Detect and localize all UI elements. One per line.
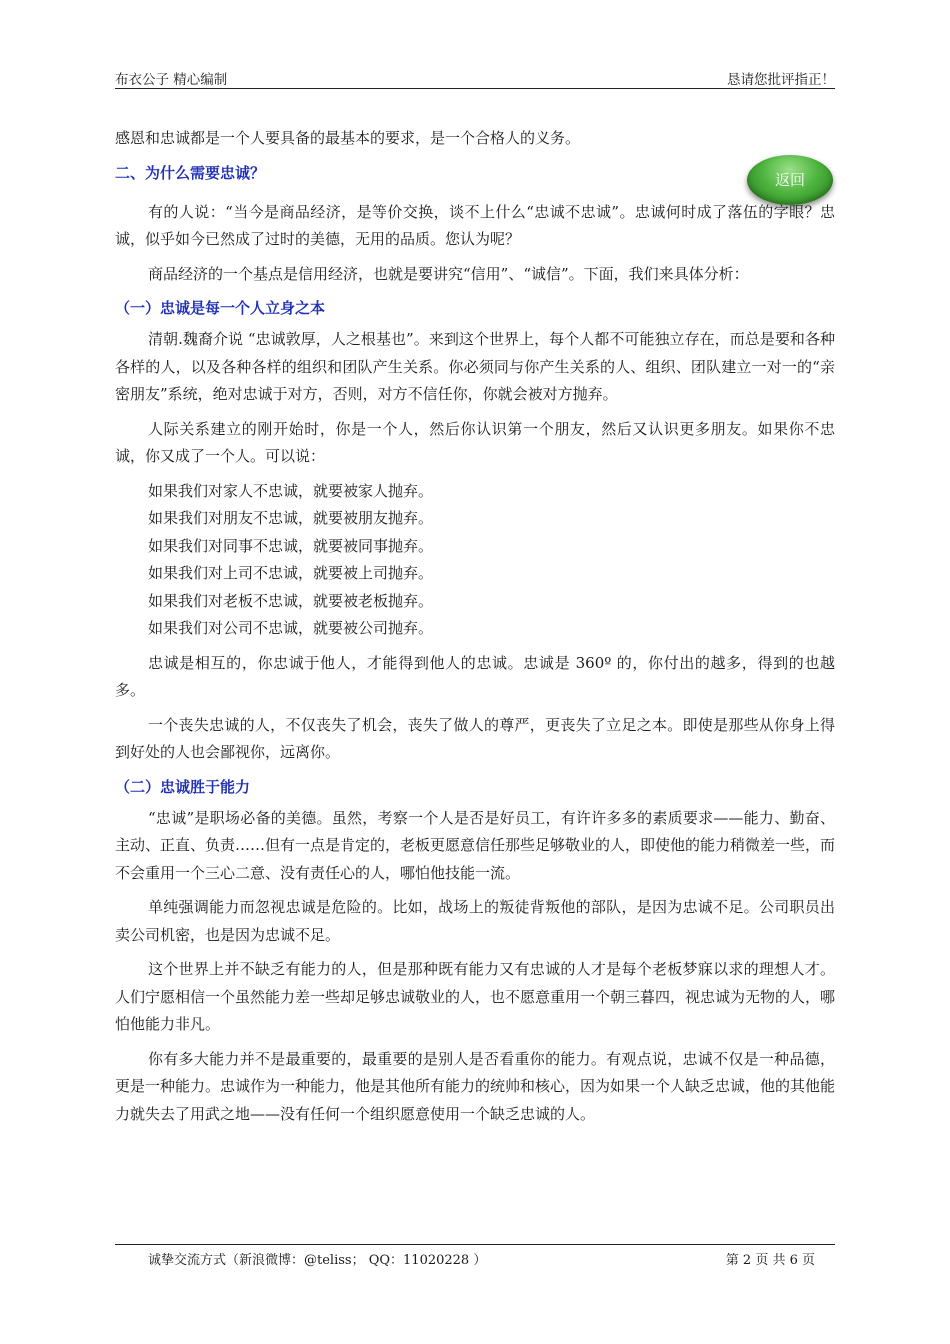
paragraph: 这个世界上并不缺乏有能力的人，但是那种既有能力又有忠诚的人才是每个老板梦寐以求的理想人才。人们宁愿相信一个虽然能力差一些却足够忠诚敬业的人，也不愿意重用一个朝三暮四，视忠诚为无物的人，哪怕他能力非凡。 bbox=[115, 960, 836, 1033]
header-left-text: 布衣公子 精心编制 bbox=[115, 72, 228, 88]
paragraph: 商品经济的一个基点是信用经济，也就是要讲究“信用”、“诚信”。下面，我们来具体分析： bbox=[148, 264, 749, 283]
document-body bbox=[115, 125, 835, 1135]
paragraph: 清朝.魏裔介说 “忠诚敦厚，人之根基也”。来到这个世界上，每个人都不可能独立存在，而总是要和各种各样的人，以及各种各样的组织和团队产生关系。你必须同与你产生关系的人、组织、团队建立一对一的“亲密朋友”系统，绝对忠诚于对方，否则，对方不信任你，你就会被对方抛弃。 bbox=[115, 330, 835, 403]
paragraph: 有的人说：“当今是商品经济，是等价交换，谈不上什么“忠诚不忠诚”。忠诚何时成了落伍的字眼？忠诚，似乎如今已然成了过时的美德，无用的品质。您认为呢？ bbox=[115, 202, 835, 248]
paragraph: 一个丧失忠诚的人，不仅丧失了机会，丧失了做人的尊严，更丧失了立足之本。即使是那些从你身上得到好处的人也会鄙视你，远离你。 bbox=[115, 715, 835, 761]
paragraph: 单纯强调能力而忽视忠诚是危险的。比如，战场上的叛徒背叛他的部队，是因为忠诚不足。公司职员出卖公司机密，也是因为忠诚不足。 bbox=[115, 898, 835, 944]
paragraph: 你有多大能力并不是最重要的，最重要的是别人是否看重你的能力。有观点说，忠诚不仅是一种品德，更是一种能力。忠诚作为一种能力，他是其他所有能力的统帅和核心，因为如果一个人缺乏忠诚，他的其他能力就失去了用武之地——没有任何一个组织愿意使用一个缺乏忠诚的人。 bbox=[115, 1049, 836, 1123]
paragraph: 人际关系建立的刚开始时，你是一个人，然后你认识第一个朋友，然后又认识更多朋友。如果你不忠诚，你又成了一个人。可以说： bbox=[115, 419, 835, 465]
footer-contact: 诚挚交流方式（新浪微博：@teliss； QQ：11020228 ） bbox=[148, 1253, 487, 1268]
page-header bbox=[115, 66, 835, 89]
section-heading: 二、为什么需要忠诚？ bbox=[115, 163, 266, 182]
intro-paragraph: 感恩和忠诚都是一个人要具备的最基本的要求，是一个合格人的义务。 bbox=[115, 129, 581, 147]
page-number: 第 2 页 共 6 页 bbox=[725, 1253, 815, 1268]
header-right-text: 恳请您批评指正！ bbox=[727, 72, 835, 88]
list-item: 如果我们对上司不忠诚，就要被上司抛弃。 bbox=[148, 564, 434, 582]
list-item: 如果我们对朋友不忠诚，就要被朋友抛弃。 bbox=[148, 509, 434, 527]
list-item: 如果我们对同事不忠诚，就要被同事抛弃。 bbox=[148, 536, 434, 555]
paragraph: 忠诚是相互的，你忠诚于他人，才能得到他人的忠诚。忠诚是 360º 的，你付出的越多，得到的也越多。 bbox=[115, 653, 835, 699]
page-footer bbox=[115, 1244, 835, 1268]
back-button[interactable]: 返回 bbox=[747, 155, 833, 205]
paragraph: “忠诚”是职场必备的美德。虽然，考察一个人是否是好员工，有许许多多的素质要求——能力、勤奋、主动、正直、负责……但有一点是肯定的，老板更愿意信任那些足够敬业的人，即使他的能力稍微差一些，而不会重用一个三心二意、没有责任心的人，哪怕他技能一流。 bbox=[115, 808, 836, 882]
list-item: 如果我们对家人不忠诚，就要被家人抛弃。 bbox=[148, 481, 434, 500]
subsection-heading: （二）忠诚胜于能力 bbox=[115, 777, 251, 796]
list-item: 如果我们对公司不忠诚，就要被公司抛弃。 bbox=[148, 619, 434, 637]
subsection-heading: （一）忠诚是每一个人立身之本 bbox=[115, 299, 326, 317]
list-item: 如果我们对老板不忠诚，就要被老板抛弃。 bbox=[148, 591, 434, 610]
